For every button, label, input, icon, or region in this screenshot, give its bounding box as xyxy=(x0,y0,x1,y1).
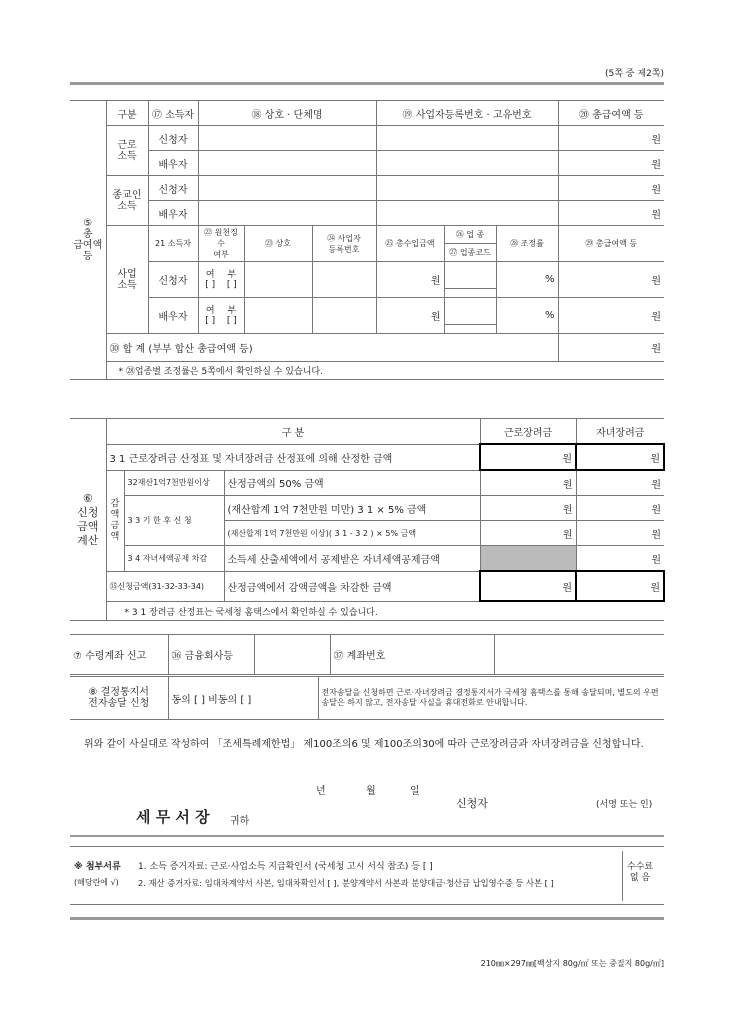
row34-earned-disabled xyxy=(480,546,576,572)
attachments-top-rule xyxy=(70,835,664,837)
religious-income-label: 종교인 소득 xyxy=(106,176,148,226)
religious-applicant-bizno[interactable] xyxy=(376,176,558,201)
income-total-amount[interactable]: 원 xyxy=(558,334,664,362)
attachments-sublabel: (해당란에 √) xyxy=(74,878,119,887)
calc-note: * 3 1 장려금 산정표는 국세청 홈택스에서 확인하실 수 있습니다. xyxy=(106,601,664,621)
row31-label: 3 1 근로장려금 산정표 및 자녀장려금 산정표에 의해 산정한 금액 xyxy=(106,444,480,470)
income-table xyxy=(70,100,664,380)
religious-spouse-company[interactable] xyxy=(198,201,376,226)
calc-header-division: 구 분 xyxy=(106,419,480,445)
header-division: 구분 xyxy=(106,101,148,126)
biz-applicant-company[interactable] xyxy=(244,262,312,298)
reduction-label: 감액 금액 xyxy=(106,470,124,571)
attachments-label: ※ 첨부서류 xyxy=(74,862,121,872)
biz-spouse: 배우자 xyxy=(148,298,198,334)
attachments-bottom-rule xyxy=(70,904,664,905)
notice-text: 전자송달을 신청하면 근로·자녀장려금 결정통지서가 국세청 홈택스를 통해 송달되며, 별도의 우편송달은 하지 않고, 전자송달 사실을 휴대전화로 안내합니다. xyxy=(318,677,664,720)
biz-header-industry-cell xyxy=(444,226,496,262)
business-income-label: 사업 소득 xyxy=(106,226,148,334)
biz-header-rate: ㉘ 조정률 xyxy=(496,226,558,262)
income-section-label: ⑤ 총 급여액 등 xyxy=(70,101,106,380)
earned-income-label: 근로 소득 xyxy=(106,126,148,176)
footer-paper-spec: 210㎜×297㎜[백상지 80g/㎡ 또는 중질지 80g/㎡] xyxy=(480,959,664,968)
calc-section-label: ⑥ 신청 금액 계산 xyxy=(70,419,106,621)
religious-spouse: 배우자 xyxy=(148,201,198,226)
earned-applicant-company[interactable] xyxy=(198,126,376,151)
row33b-text: (재산합계 1억 7천만원 이상)( 3 1 - 3 2 ) × 5% 금액 xyxy=(224,521,480,546)
calc-table xyxy=(70,418,665,621)
biz-applicant-rate[interactable]: % xyxy=(496,262,558,298)
header-company: ⑱ 상호 · 단체명 xyxy=(198,101,376,126)
attachment-item-2[interactable]: 2. 재산 증거자료: 임대차계약서 사본, 임대차확인서 [ ], 분양계약서 사본과 분양대금·청산금 납입영수증 등 사본 [ ] xyxy=(138,878,554,888)
account-table xyxy=(70,634,664,675)
date-month: 월 xyxy=(366,786,376,797)
header-earner: ⑰ 소득자 xyxy=(148,101,198,126)
page-indicator: (5쪽 중 제2쪽) xyxy=(605,69,664,79)
account-label: ⑦ 수령계좌 신고 xyxy=(70,635,168,675)
biz-applicant-bizno[interactable] xyxy=(312,262,376,298)
row35-earned[interactable]: 원 xyxy=(480,571,576,601)
biz-spouse-no[interactable]: 부 [ ] xyxy=(226,305,237,326)
date-year: 년 xyxy=(316,786,326,797)
calc-header-child: 자녀장려금 xyxy=(576,419,664,445)
biz-header-withholding: ㉒ 원천징수 여부 xyxy=(198,226,244,262)
biz-spouse-industry[interactable] xyxy=(444,298,496,334)
earned-spouse-amount[interactable]: 원 xyxy=(558,151,664,176)
row33b-child[interactable]: 원 xyxy=(576,521,664,546)
signature-label: (서명 또는 인) xyxy=(596,800,653,810)
biz-spouse-rate[interactable]: % xyxy=(496,298,558,334)
biz-spouse-yes[interactable]: 여 [ ] xyxy=(205,305,216,326)
earned-applicant: 신청자 xyxy=(148,126,198,151)
income-note: * ㉘업종별 조정률은 5쪽에서 확인하실 수 있습니다. xyxy=(106,362,664,380)
notice-table xyxy=(70,676,664,720)
biz-spouse-bizno[interactable] xyxy=(312,298,376,334)
row31-earned[interactable]: 원 xyxy=(480,444,576,470)
biz-spouse-revenue[interactable]: 원 xyxy=(376,298,444,334)
account-number-label: ㊲ 계좌번호 xyxy=(330,635,494,675)
religious-spouse-amount[interactable]: 원 xyxy=(558,201,664,226)
row32-child[interactable]: 원 xyxy=(576,470,664,496)
biz-applicant-withholding xyxy=(198,262,244,298)
row33-label: 3 3 기 한 후 신 청 xyxy=(124,496,224,546)
biz-applicant: 신청자 xyxy=(148,262,198,298)
fee-label: 수수료 없 음 xyxy=(627,862,654,883)
biz-header-company: ㉓ 상호 xyxy=(244,226,312,262)
earned-spouse-bizno[interactable] xyxy=(376,151,558,176)
notice-label: ⑧ 결정통지서 전자송달 신청 xyxy=(70,677,168,720)
row33a-child[interactable]: 원 xyxy=(576,496,664,521)
declaration: 위와 같이 사실대로 작성하여 「조세특례제한법」 제100조의6 및 제100조의30에 따라 근로장려금과 자녀장려금을 신청합니다. xyxy=(84,739,644,750)
attachments-rule xyxy=(70,846,664,847)
bank-label: ㊱ 금융회사등 xyxy=(168,635,254,675)
biz-applicant-revenue[interactable]: 원 xyxy=(376,262,444,298)
notice-agree[interactable]: 동의 [ ] 비동의 [ ] xyxy=(168,677,318,720)
row31-child[interactable]: 원 xyxy=(576,444,664,470)
biz-header-total: ㉙ 총급여액 등 xyxy=(558,226,664,262)
row33a-text: (재산합계 1억 7천만원 미만) 3 1 × 5% 금액 xyxy=(224,496,480,521)
row32-text: 산정금액의 50% 금액 xyxy=(224,470,480,496)
header-bizno: ⑲ 사업자등록번호 · 고유번호 xyxy=(376,101,558,126)
biz-header-bizno: ㉔ 사업자 등록번호 xyxy=(312,226,376,262)
biz-applicant-total[interactable]: 원 xyxy=(558,262,664,298)
earned-applicant-amount[interactable]: 원 xyxy=(558,126,664,151)
row33a-earned[interactable]: 원 xyxy=(480,496,576,521)
biz-header-industry: ㉖ 업 종 xyxy=(445,226,496,244)
date-day: 일 xyxy=(410,786,420,797)
header-total: ⑳ 총급여액 등 xyxy=(558,101,664,126)
biz-spouse-total[interactable]: 원 xyxy=(558,298,664,334)
bank-input[interactable] xyxy=(254,635,330,675)
recipient: 세 무 서 장 xyxy=(136,808,210,826)
row34-label: 3 4 자녀세액공제 차감 xyxy=(124,546,224,572)
religious-applicant: 신청자 xyxy=(148,176,198,201)
row33b-earned[interactable]: 원 xyxy=(480,521,576,546)
biz-header-industry-code: ㉗ 업종코드 xyxy=(449,248,491,257)
bottom-rule xyxy=(70,917,664,920)
earned-spouse: 배우자 xyxy=(148,151,198,176)
biz-spouse-withholding xyxy=(198,298,244,334)
account-number-input[interactable] xyxy=(494,635,664,675)
row32-earned[interactable]: 원 xyxy=(480,470,576,496)
biz-applicant-no[interactable]: 부 [ ] xyxy=(226,269,237,290)
row34-text: 소득세 산출세액에서 공제받은 자녀세액공제금액 xyxy=(224,546,480,572)
religious-applicant-amount[interactable]: 원 xyxy=(558,176,664,201)
row35-label: ㉟신청금액(31-32-33-34) xyxy=(106,571,224,601)
biz-applicant-industry[interactable] xyxy=(444,262,496,298)
applicant-label: 신청자 xyxy=(456,797,488,810)
biz-applicant-yes[interactable]: 여 [ ] xyxy=(205,269,216,290)
religious-applicant-company[interactable] xyxy=(198,176,376,201)
recipient-suffix: 귀하 xyxy=(230,816,250,827)
religious-spouse-bizno[interactable] xyxy=(376,201,558,226)
calc-header-earned: 근로장려금 xyxy=(480,419,576,445)
biz-spouse-company[interactable] xyxy=(244,298,312,334)
top-rule xyxy=(70,82,664,85)
biz-header-revenue: ㉕ 총수입금액 xyxy=(376,226,444,262)
biz-header-earner: 21 소득자 xyxy=(148,226,198,262)
fee-divider xyxy=(622,851,623,901)
earned-applicant-bizno[interactable] xyxy=(376,126,558,151)
row32-label: 32재산1억7천만원이상 xyxy=(124,470,224,496)
row35-child[interactable]: 원 xyxy=(576,571,664,601)
row34-child[interactable]: 원 xyxy=(576,546,664,572)
attachment-item-1[interactable]: 1. 소득 증거자료: 근로·사업소득 지급확인서 (국세청 고시 서식 참조) 등 [ ] xyxy=(138,862,433,872)
earned-spouse-company[interactable] xyxy=(198,151,376,176)
income-total-label: ㉚ 합 계 (부부 합산 총급여액 등) xyxy=(106,334,558,362)
row35-text: 산정금액에서 감액금액을 차감한 금액 xyxy=(224,571,480,601)
